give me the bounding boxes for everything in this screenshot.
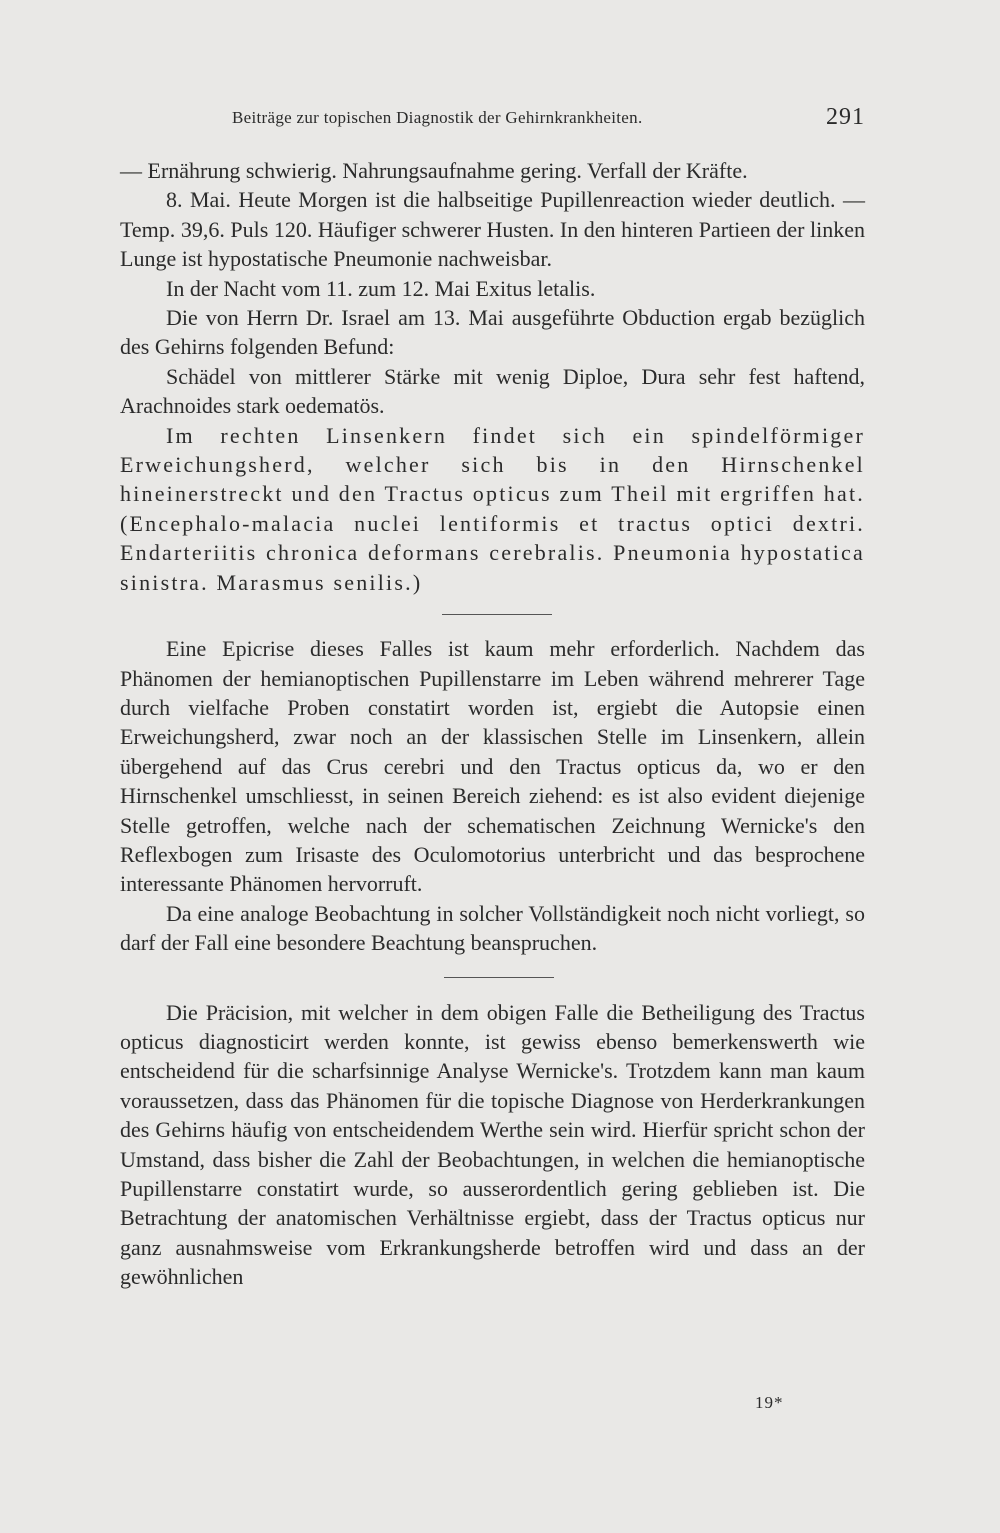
paragraph: Im rechten Linsenkern findet sich ein spindelförmiger Erweichungsherd, welcher sich bis in den Hirnschenkel hineinerstreckt und den Tractus opticus zum Theil mit ergriffen hat. (Encephalo-malacia nuclei lentiformis et tractus optici dextri. Endarteriitis chronica deformans cerebralis. Pneumonia hypostatica sinistra. Marasmus senilis.) bbox=[120, 422, 865, 595]
paragraph: Die Präcision, mit welcher in dem obigen Falle die Betheiligung des Tractus opticus diagnosticirt werden konnte, ist gewiss ebenso bemerkenswerth wie entscheidend für die scharfsinnige Analyse Wernicke's. Trotzdem kann man kaum voraussetzen, dass das Phänomen für die topische Diagnose von Herderkrankungen des Gehirns häufig von entscheidendem Werthe sein wird. Hierfür spricht schon der Umstand, dass bisher die Zahl der Beobachtungen, in welchen die hemianoptische Pupillenstarre constatirt wurde, so ausserordentlich gering geblieben ist. Die Betrachtung der anatomischen Verhältnisse ergiebt, dass der Tractus opticus nur ganz ausnahmsweise vom Erkrankungsherde betroffen wird und dass an der gewöhnlichen bbox=[120, 999, 865, 1290]
paragraph: Schädel von mittlerer Stärke mit wenig Diploe, Dura sehr fest haftend, Arachnoides stark oedematös. bbox=[120, 363, 865, 419]
paragraph: Eine Epicrise dieses Falles ist kaum mehr erforderlich. Nachdem das Phänomen der hemianoptischen Pupillenstarre im Leben während mehrerer Tage durch vielfache Proben constatirt worden ist, ergiebt die Autopsie einen Erweichungsherd, zwar noch an der klassischen Stelle im Linsenkern, allein übergehend auf das Crus cerebri und den Tractus opticus da, wo er den Hirnschenkel umschliesst, in seinen Bereich ziehend: es ist also evident diejenige Stelle getroffen, welche nach der schematischen Zeichnung Wernicke's den Reflexbogen zum Irisaste des Oculomotorius unterbricht und das besprochene interessante Phänomen hervorruft. bbox=[120, 636, 865, 897]
body-text bbox=[120, 156, 865, 1292]
paragraph: Da eine analoge Beobachtung in solcher Vollständigkeit noch nicht vorliegt, so darf der Fall eine besondere Beachtung beanspruchen. bbox=[120, 900, 865, 956]
section-divider bbox=[442, 614, 552, 615]
paragraph: — Ernährung schwierig. Nahrungsaufnahme gering. Verfall der Kräfte. bbox=[120, 158, 748, 183]
signature-mark: 19* bbox=[755, 1393, 784, 1412]
paragraph: In der Nacht vom 11. zum 12. Mai Exitus letalis. bbox=[166, 275, 596, 301]
paragraph: 8. Mai. Heute Morgen ist die halbseitige Pupillenreaction wieder deutlich. — Temp. 39,6. Puls 120. Häufiger schwerer Husten. In den hinteren Partieen der linken Lunge ist hypostatische Pneumonie nachweisbar. bbox=[120, 187, 865, 272]
running-title: Beiträge zur topischen Diagnostik der Gehirnkrankheiten. bbox=[232, 108, 643, 127]
page-number: 291 bbox=[826, 104, 865, 130]
paragraph: Die von Herrn Dr. Israel am 13. Mai ausgeführte Obduction ergab bezüglich des Gehirns folgenden Befund: bbox=[120, 305, 865, 360]
section-divider bbox=[444, 977, 554, 978]
